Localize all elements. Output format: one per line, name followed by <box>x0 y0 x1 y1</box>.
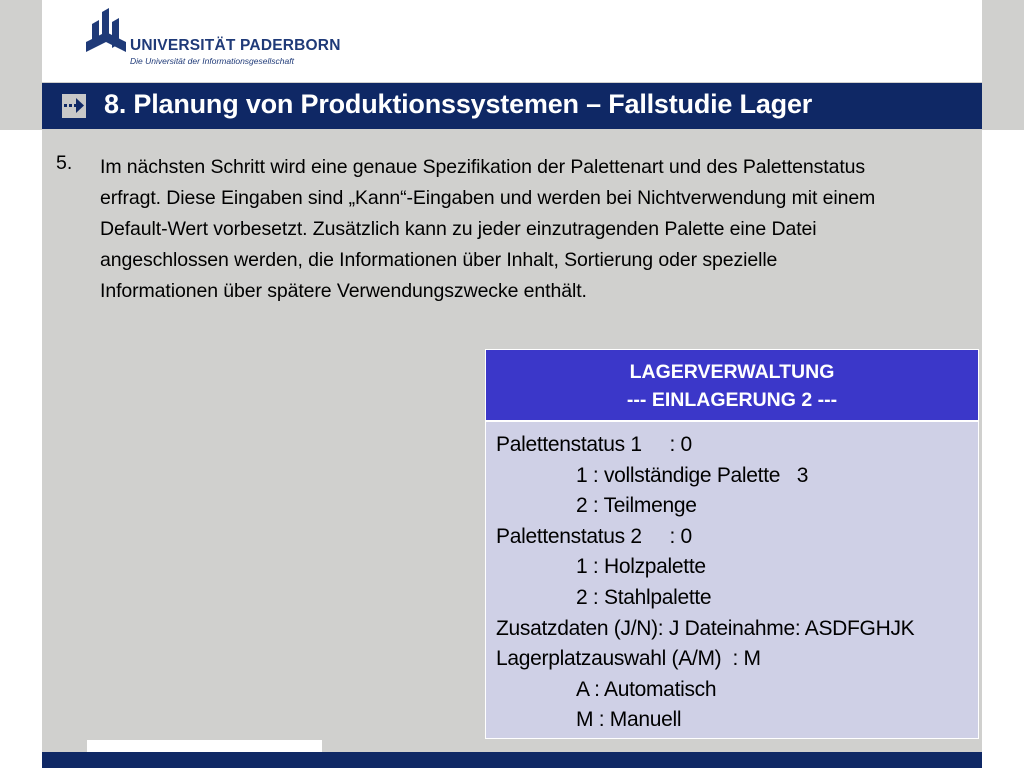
panel-line-option: 1 : Holzpalette <box>576 555 706 579</box>
body-list <box>56 152 956 307</box>
arrow-icon <box>62 94 86 118</box>
list-item <box>56 152 956 307</box>
panel-header-subtitle: --- EINLAGERUNG 2 --- <box>626 389 838 411</box>
panel-line-option: 2 : Teilmenge <box>576 494 697 518</box>
panel-line-lagerplatzauswahl: Lagerplatzauswahl (A/M) : M <box>496 647 761 671</box>
panel-line-option: M : Manuell <box>576 708 682 732</box>
slide-title: 8. Planung von Produktionssystemen – Fallstudie Lager <box>104 89 813 119</box>
panel-line-zusatzdaten: Zusatzdaten (J/N): J Dateinahme: ASDFGHJK <box>496 616 915 640</box>
university-logo-icon <box>86 8 126 64</box>
university-logo <box>86 8 341 70</box>
panel-header-title: LAGERVERWALTUNG <box>629 361 835 383</box>
panel-line-option: 1 : vollständige Palette 3 <box>576 463 809 487</box>
university-subtitle: Die Universität der Informationsgesellschaft <box>130 56 294 66</box>
panel-body <box>485 421 979 739</box>
panel-line-option: A : Automatisch <box>576 677 717 701</box>
list-number: 5. <box>56 152 73 174</box>
text-line: Im nächsten Schritt wird eine genaue Spezifikation der Palettenart und des Palettenstatus <box>100 156 866 178</box>
text-line: Default-Wert vorbesetzt. Zusätzlich kann zu jeder einzutragenden Palette eine Datei <box>100 218 817 240</box>
footer-bar <box>42 752 982 768</box>
panel-line-option: 2 : Stahlpalette <box>576 585 712 609</box>
panel-header <box>485 349 979 421</box>
text-line: erfragt. Diese Eingaben sind „Kann“-Eingaben und werden bei Nichtverwendung mit einem <box>100 187 876 209</box>
list-text <box>100 152 956 307</box>
title-bar <box>42 83 982 129</box>
text-line: angeschlossen werden, die Informationen über Inhalt, Sortierung oder spezielle <box>100 249 778 271</box>
panel-line-palettenstatus-1: Palettenstatus 1 : 0 <box>496 433 692 456</box>
text-line: Informationen über spätere Verwendungszwecke enthält. <box>100 280 587 302</box>
panel-line-palettenstatus-2: Palettenstatus 2 : 0 <box>496 524 692 548</box>
lagerverwaltung-panel <box>485 349 979 739</box>
university-name: UNIVERSITÄT PADERBORN <box>130 37 341 54</box>
